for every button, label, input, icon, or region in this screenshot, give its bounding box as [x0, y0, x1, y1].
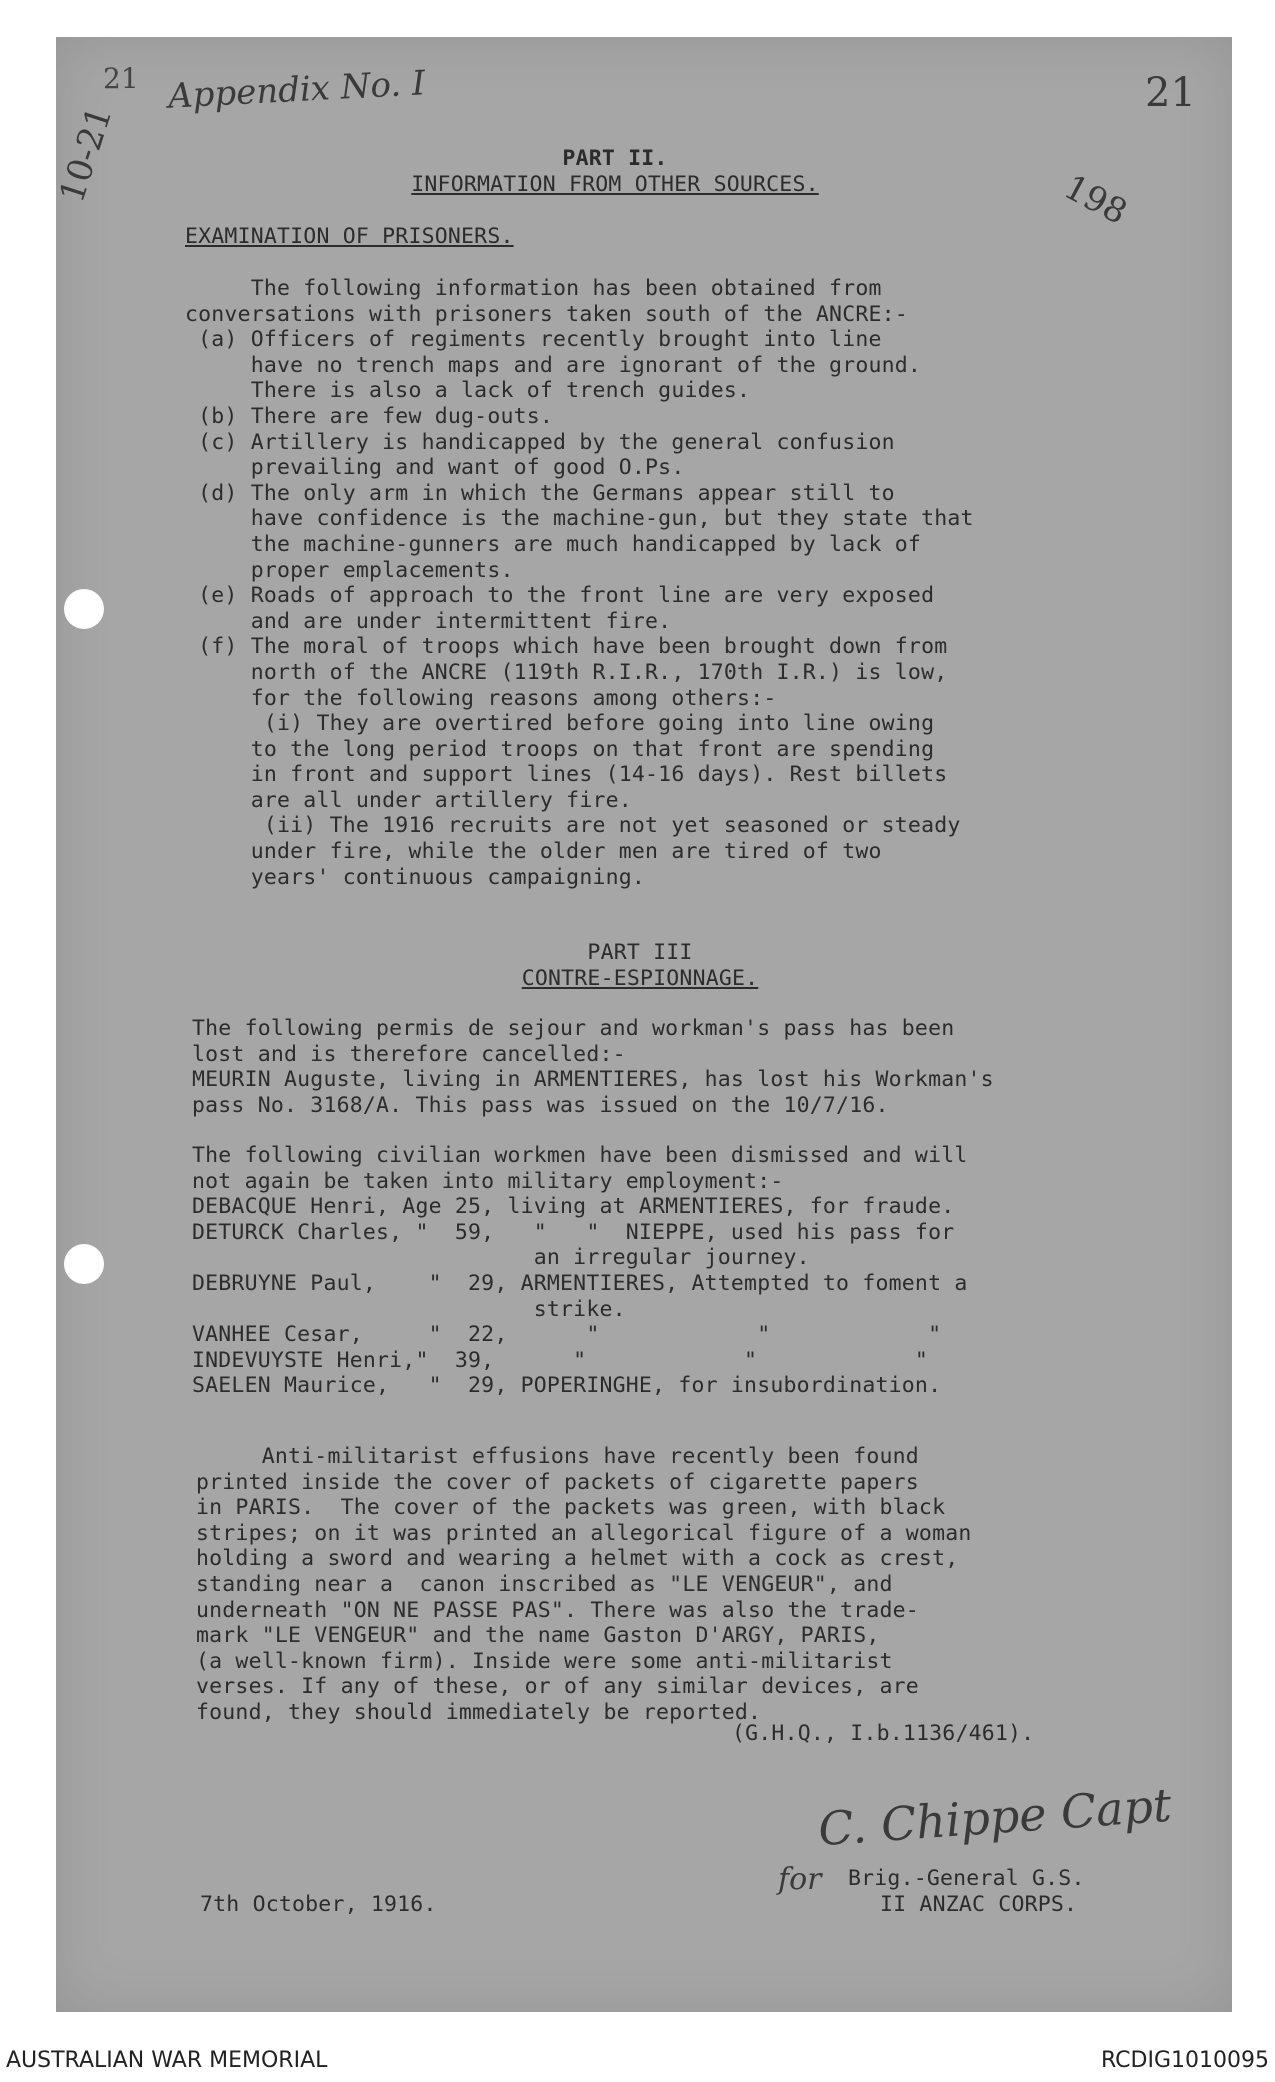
dismissed-line: an irregular journey. [192, 1245, 810, 1271]
signature: C. Chippe Capt [816, 1777, 1174, 1857]
exam-line: to the long period troops on that front are spending [185, 736, 935, 762]
exam-line: (i) They are overtired before going into line owing [185, 711, 935, 737]
punch-hole-top [64, 589, 104, 629]
exam-line: (ii) The 1916 recruits are not yet seasoned or steady [185, 813, 961, 839]
ghq-reference: (G.H.Q., I.b.1136/461). [732, 1721, 1035, 1746]
page-number-left: 21 [103, 62, 139, 95]
signatory-title: Brig.-General G.S. [848, 1866, 1085, 1891]
dismissed-line: DEBACQUE Henri, Age 25, living at ARMENTIERES, for fraude. [192, 1194, 955, 1220]
exam-line: proper emplacements. [185, 557, 514, 583]
part2-subheading: INFORMATION FROM OTHER SOURCES. [411, 172, 819, 197]
permis-line: lost and is therefore cancelled:- [192, 1041, 626, 1067]
antimilitarist-paragraph [196, 1444, 972, 1726]
exam-line: (d) The only arm in which the Germans appear still to [185, 480, 895, 506]
exam-line: (e) Roads of approach to the front line are very exposed [185, 583, 935, 609]
dismissed-line: VANHEE Cesar, " 22, " " " [192, 1322, 942, 1348]
document-date: 7th October, 1916. [200, 1892, 437, 1917]
margin-reference: 10-21 [52, 101, 121, 208]
exam-line: have confidence is the machine-gun, but they state that [185, 506, 974, 532]
antimilitarist-line: holding a sword and wearing a helmet with a cock as crest, [196, 1546, 959, 1572]
dismissed-line: strike. [192, 1296, 626, 1322]
antimilitarist-line: standing near a canon inscribed as "LE VENGEUR", and [196, 1571, 893, 1597]
dismissed-line: DEBRUYNE Paul, " 29, ARMENTIERES, Attempted to foment a [192, 1270, 968, 1296]
antimilitarist-line: printed inside the cover of packets of cigarette papers [196, 1469, 919, 1495]
exam-line: for the following reasons among others:- [185, 685, 777, 711]
exam-line: under fire, while the older men are tired of two [185, 839, 882, 865]
exam-line: prevailing and want of good O.Ps. [185, 455, 685, 481]
dismissed-line: DETURCK Charles, " 59, " " NIEPPE, used his pass for [192, 1219, 955, 1245]
exam-line: The following information has been obtained from [185, 276, 882, 301]
exam-line: conversations with prisoners taken south of the ANCRE:- [185, 301, 908, 327]
folio-number: 198 [1057, 167, 1134, 233]
exam-line: (a) Officers of regiments recently brought into line [185, 327, 882, 353]
dismissed-line: The following civilian workmen have been dismissed and will [192, 1143, 968, 1168]
permis-line: pass No. 3168/A. This pass was issued on the 10/7/16. [192, 1092, 889, 1118]
permis-line: MEURIN Auguste, living in ARMENTIERES, has lost his Workman's [192, 1067, 994, 1093]
footer-institution: AUSTRALIAN WAR MEMORIAL [6, 2048, 328, 2073]
exam-line: (b) There are few dug-outs. [185, 403, 554, 429]
permis-paragraph [192, 1016, 994, 1118]
exam-heading: EXAMINATION OF PRISONERS. [185, 224, 514, 249]
antimilitarist-line: in PARIS. The cover of the packets was green, with black [196, 1495, 946, 1521]
exam-line: have no trench maps and are ignorant of the ground. [185, 352, 922, 378]
antimilitarist-line: found, they should immediately be reported. [196, 1699, 762, 1725]
exam-paragraphs [185, 276, 974, 890]
exam-line: (f) The moral of troops which have been brought down from [185, 634, 948, 660]
exam-line: There is also a lack of trench guides. [185, 378, 751, 404]
antimilitarist-line: verses. If any of these, or of any similar devices, are [196, 1674, 919, 1700]
part3-heading: PART III [587, 940, 693, 965]
permis-line: The following permis de sejour and workman's pass has been [192, 1016, 955, 1041]
footer-record-id: RCDIG1010095 [1100, 2048, 1269, 2073]
exam-line: the machine-gunners are much handicapped by lack of [185, 531, 922, 557]
exam-line: north of the ANCRE (119th R.I.R., 170th I.R.) is low, [185, 659, 948, 685]
dismissed-line: SAELEN Maurice, " 29, POPERINGHE, for insubordination. [192, 1373, 942, 1399]
antimilitarist-line: mark "LE VENGEUR" and the name Gaston D'ARGY, PARIS, [196, 1623, 880, 1649]
dismissed-list [192, 1143, 968, 1399]
part3-subheading: CONTRE-ESPIONNAGE. [521, 966, 759, 991]
antimilitarist-line: underneath "ON NE PASSE PAS". There was also the trade- [196, 1597, 919, 1623]
part2-heading: PART II. [562, 146, 668, 171]
antimilitarist-line: Anti-militarist effusions have recently been found [196, 1444, 919, 1469]
exam-line: are all under artillery fire. [185, 787, 632, 813]
dismissed-line: INDEVUYSTE Henri," 39, " " " [192, 1347, 929, 1373]
exam-line: in front and support lines (14-16 days). Rest billets [185, 762, 948, 788]
page-number-right: 21 [1145, 70, 1196, 116]
exam-line: and are under intermittent fire. [185, 608, 672, 634]
punch-hole-bottom [64, 1244, 104, 1284]
exam-line: (c) Artillery is handicapped by the general confusion [185, 429, 895, 455]
for-mark: for [778, 1862, 822, 1897]
appendix-annotation: Appendix No. I [167, 63, 427, 117]
signatory-unit: II ANZAC CORPS. [880, 1892, 1078, 1917]
exam-line: years' continuous campaigning. [185, 864, 646, 890]
antimilitarist-line: stripes; on it was printed an allegorical figure of a woman [196, 1520, 972, 1546]
dismissed-line: not again be taken into military employment:- [192, 1168, 784, 1194]
antimilitarist-line: (a well-known firm). Inside were some anti-militarist [196, 1648, 893, 1674]
